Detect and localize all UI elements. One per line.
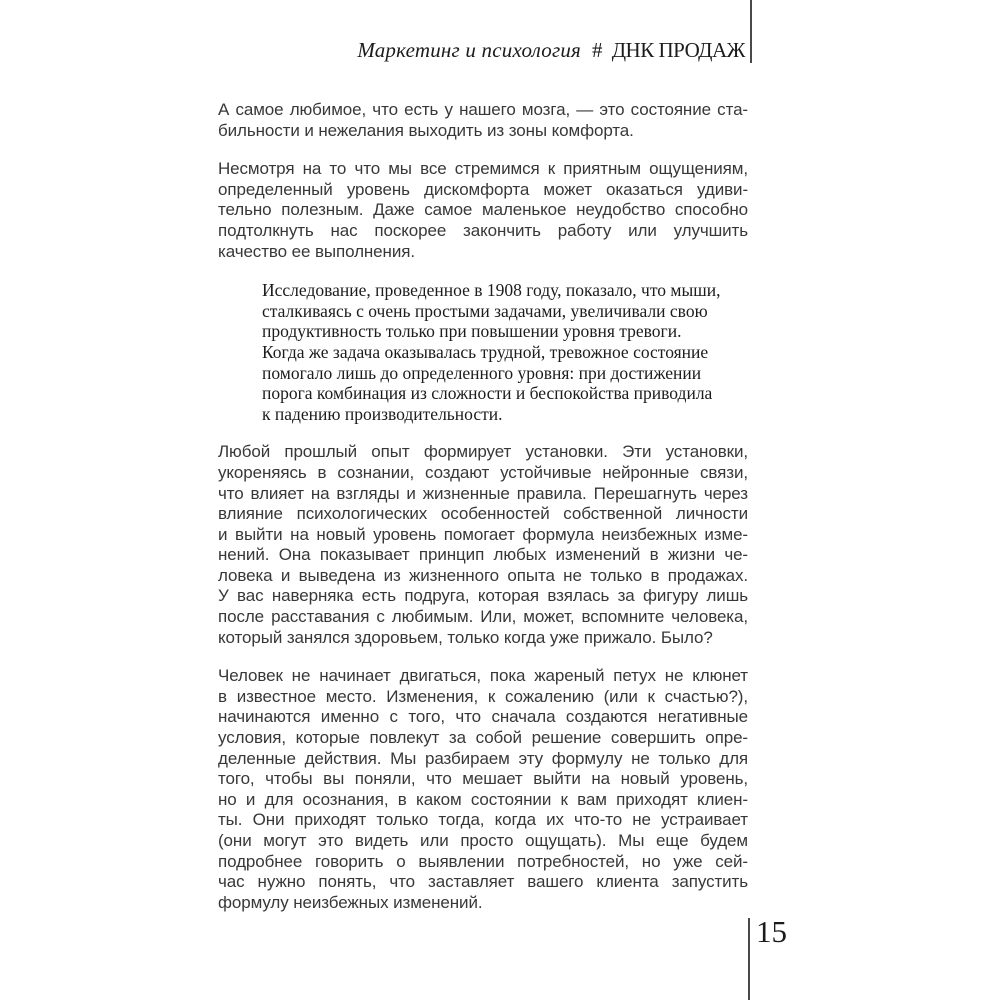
text-line: подтолкнуть нас поскорее закончить работу или улучшить (218, 220, 748, 240)
text-line: Несмотря на то что мы все стремимся к приятным ощущениям, (218, 159, 748, 179)
hash-separator-icon: # (592, 38, 603, 62)
text-line: и выйти на новый уровень помогает формула неизбежных изме- (218, 524, 748, 544)
text-line: что влияет на взгляды и жизненные правила. Перешагнуть через (218, 483, 748, 503)
text-line: продуктивность только при повышении уровня тревоги. (262, 321, 682, 342)
text-line: начинаются именно с того, что сначала создаются негативные (218, 707, 748, 727)
text-line: сталкиваясь с очень простыми задачами, увеличивали свою (262, 300, 708, 321)
text-line: Когда же задача оказывалась трудной, тревожное состояние (262, 341, 709, 362)
page-number: 15 (756, 914, 787, 949)
text-line: нений. Она показывает принцип любых изменений в жизни че- (218, 545, 748, 565)
paragraph (218, 442, 748, 648)
text-line: который занялся здоровьем, только когда уже прижало. Было? (218, 627, 713, 647)
running-head-section-title: Маркетинг и психология (357, 38, 582, 62)
text-line: того, чтобы вы поняли, что мешает выйти на новый уровень, (218, 769, 748, 789)
running-head (357, 38, 745, 63)
block-quote (218, 280, 748, 424)
page-body (218, 100, 748, 931)
running-head-book-title: ДНК ПРОДАЖ (611, 38, 745, 62)
text-line: качество ее выполнения. (218, 241, 415, 261)
text-line: А самое любимое, что есть у нашего мозга, — это состояние ста- (218, 100, 748, 119)
footer-vertical-rule (748, 918, 750, 1000)
text-line: определенный уровень дискомфорта может оказаться удиви- (218, 179, 748, 199)
text-line: укореняясь в сознании, создают устойчивые нейронные связи, (218, 462, 748, 482)
text-line: ловека и выведена из жизненного опыта не только в продажах. (218, 565, 748, 585)
text-line: в известное место. Изменения, к сожалению (или к счастью?), (218, 686, 748, 706)
text-line: после расставания с любимым. Или, может, вспомните человека, (218, 607, 748, 627)
text-line: но и для осознания, в каком состоянии к вам приходят клиен- (218, 789, 748, 809)
text-line: (они могут это видеть или просто ощущать). Мы еще будем (218, 831, 748, 850)
text-line: бильности и нежелания выходить из зоны комфорта. (218, 120, 634, 140)
text-line: помогало лишь до определенного уровня: при достижении (262, 362, 702, 383)
text-line: час нужно понять, что заставляет вашего клиента запустить (218, 872, 748, 892)
text-line: подробнее говорить о выявлении потребностей, но уже сей- (218, 851, 748, 871)
text-line: У вас наверняка есть подруга, которая взялась за фигуру лишь (218, 586, 748, 606)
text-line: Человек не начинает двигаться, пока жареный петух не клюнет (218, 666, 748, 686)
text-line: деленные действия. Мы разбираем эту формулу не только для (218, 748, 748, 768)
text-line: тельно полезным. Даже самое маленькое неудобство способно (218, 200, 748, 220)
paragraph (218, 100, 748, 141)
text-line: влияние психологических особенностей собственной личности (218, 504, 748, 524)
paragraph (218, 666, 748, 913)
text-line: к падению производительности. (262, 403, 503, 424)
text-line: Исследование, проведенное в 1908 году, показало, что мыши, (262, 280, 721, 301)
text-line: условия, которые повлекут за собой решение совершить опре- (218, 728, 748, 748)
paragraph (218, 159, 748, 262)
text-line: Любой прошлый опыт формирует установки. Эти установки, (218, 442, 748, 462)
text-line: формулу неизбежных изменений. (218, 892, 483, 912)
header-vertical-rule (750, 0, 752, 63)
text-line: порога комбинация из сложности и беспокойства приводила (262, 383, 713, 404)
text-line: ты. Они приходят только тогда, когда их что-то не устраивает (218, 810, 748, 830)
